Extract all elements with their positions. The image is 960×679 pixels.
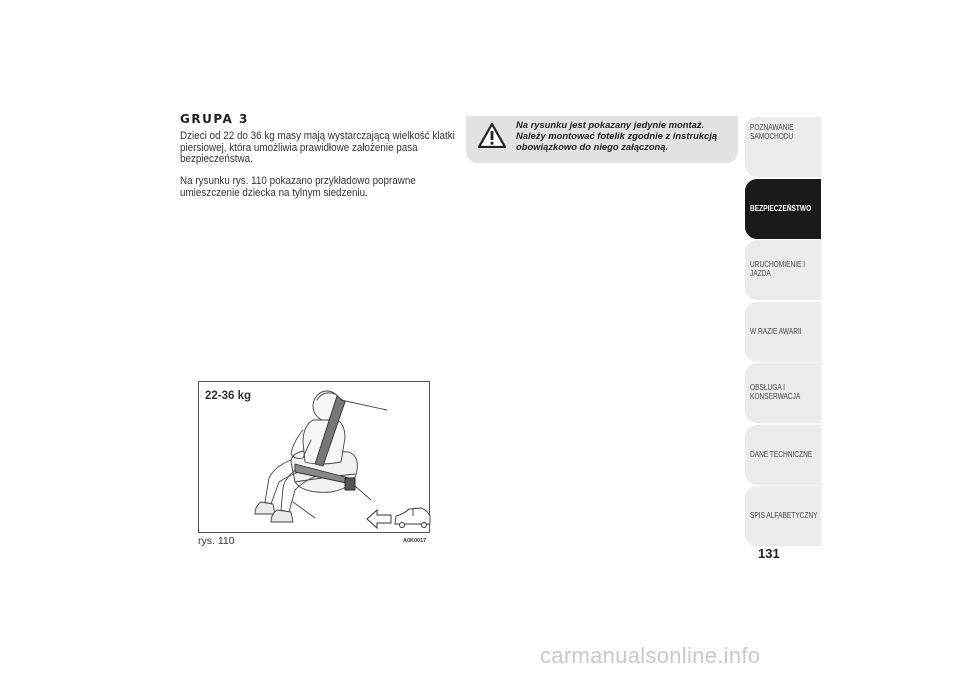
tab-w-razie-awarii[interactable]: W RAZIE AWARII	[745, 302, 821, 362]
warning-triangle-icon	[478, 123, 506, 148]
warning-text: Na rysunku jest pokazany jedynie montaż. Należy montować fotelik zgodnie z instrukcją obowiązkowo do niego załączoną.	[516, 119, 718, 153]
body-paragraph-2: Na rysunku rys. 110 pokazano przykładowo poprawne umieszczenie dziecka na tylnym siedzeniu.	[180, 175, 416, 199]
chapter-tabs	[745, 117, 821, 548]
figure-caption: rys. 110	[198, 535, 235, 547]
watermark: carmanualsonline.info	[540, 643, 761, 668]
tab-bezpieczenstwo[interactable]: BEZPIECZEŃSTWO	[745, 179, 821, 239]
body-paragraph-1: Dzieci od 22 do 36 kg masy mają wystarczającą wielkość klatki piersiowej, która umożliwia prawidłowe założenie pasa bezpieczeństwa.	[180, 130, 455, 166]
tab-poznawanie-samochodu[interactable]: POZNAWANIE SAMOCHODU	[745, 117, 821, 177]
warning-box	[466, 116, 738, 163]
figure-weight-label: 22-36 kg	[205, 390, 252, 402]
tab-uruchomienie-i-jazda[interactable]: URUCHOMIENIE I JAZDA	[745, 240, 821, 300]
section-title: GRUPA 3	[180, 112, 249, 126]
page-number: 131	[758, 546, 780, 561]
figure-code: A0K0017	[403, 538, 427, 544]
figure-child-seat	[198, 381, 430, 533]
child-seat-illustration	[199, 382, 431, 534]
tab-obsluga-i-konserwacja[interactable]: OBSŁUGA I KONSERWACJA	[745, 363, 821, 423]
arrow-left-icon	[367, 510, 391, 528]
tab-dane-techniczne[interactable]: DANE TECHNICZNE	[745, 425, 821, 485]
car-icon	[395, 508, 430, 528]
tab-spis-alfabetyczny[interactable]: SPIS ALFABETYCZNY	[745, 486, 821, 546]
